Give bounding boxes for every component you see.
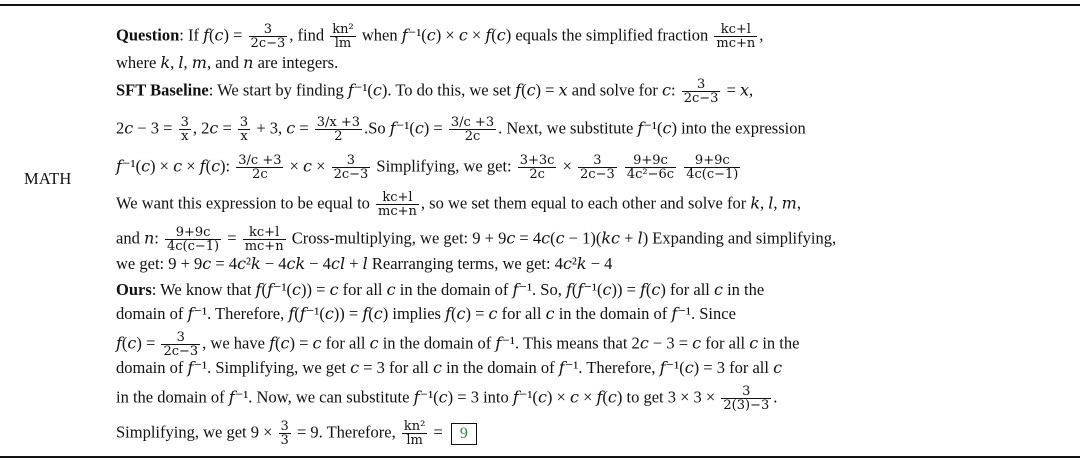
line-5: f⁻¹(c) × c × f(c): $\frac{3/c +3}{2c}$ × c × $\frac{3}{2c-3}$ Simplifying, we get: $\frac{3+3c}{2c}$ × $\frac{3}{2c-3}$ $\frac{9+9c}{\text{4c²−6c}}$ $\frac{9+9c}{4c(c-1)}$ xyxy=(116,153,739,182)
line-10: domain of f⁻¹. Therefore, f(f⁻¹(c)) = f(c) implies f(c) = c for all c in the domain of f⁻¹. Since xyxy=(116,304,736,323)
table-bottom-rule xyxy=(0,456,1080,458)
line-8: we get: 9 + 9c = 4c²k − 4ck − 4cl + l Rearranging terms, we get: 4c²k − 4 xyxy=(116,254,613,273)
line-4: 2c − 3 = $\frac{3}{x}$ , 2c = $\frac{3}{x}$ + 3, c = $\frac{3/x +3}{2}$ .So f⁻¹(c) = $\frac{3/c +3}{2c}$ . Next, we substitute f⁻¹(c) into the expression xyxy=(116,115,806,144)
line-7: and n: $\frac{9+9c}{4c(c-1)}$ = $\frac{kc+l}{mc+n}$ Cross-multiplying, we get: 9 + 9c = 4c(c − 1)(kc + l) Expanding and simplifying, xyxy=(116,225,837,254)
example-cell xyxy=(116,8,1074,454)
line-12: domain of f⁻¹. Simplifying, we get c = 3 for all c in the domain of f⁻¹. Therefore, f⁻¹(c) = 3 for all c xyxy=(116,358,783,377)
line-6: We want this expression to be equal to $\frac{kc+l}{mc+n}$ , so we set them equal to each other and solve for k, l, m, xyxy=(116,190,801,219)
line-2: where k, l, m, and n are integers. xyxy=(116,53,339,72)
line-1: Question: If f(c) = $\frac{3}{2c-3}$ , find $\frac{\text{kn²}}{lm}$ when f⁻¹(c) × c × f(c) equals the simplified fraction $\frac{kc+l}{mc+n}$ , xyxy=(116,22,764,51)
table-top-rule xyxy=(0,4,1080,6)
answer-box: 9 xyxy=(451,423,477,445)
row-label: MATH xyxy=(24,169,72,188)
line-14: Simplifying, we get 9 × $\frac{3}{3}$ = 9. Therefore, $\frac{\text{kn²}}{lm}$ = 9 xyxy=(116,420,1074,447)
line-11: f(c) = $\frac{3}{2c-3}$ , we have f(c) = c for all c in the domain of f⁻¹. This means that 2c − 3 = c for all c in the xyxy=(116,330,800,359)
line-13: in the domain of f⁻¹. Now, we can substitute f⁻¹(c) = 3 into f⁻¹(c) × c × f(c) to get 3 × 3 × $\frac{3}{2(3)-3}$ . xyxy=(116,384,778,413)
line-3: SFT Baseline: We start by finding f⁻¹(c). To do this, we set f(c) = x and solve for c: $\frac{3}{2c-3}$ = x, xyxy=(116,77,754,106)
line-9: Ours: We know that f(f⁻¹(c)) = c for all c in the domain of f⁻¹. So, f(f⁻¹(c)) = f(c) for all c in the xyxy=(116,280,765,299)
